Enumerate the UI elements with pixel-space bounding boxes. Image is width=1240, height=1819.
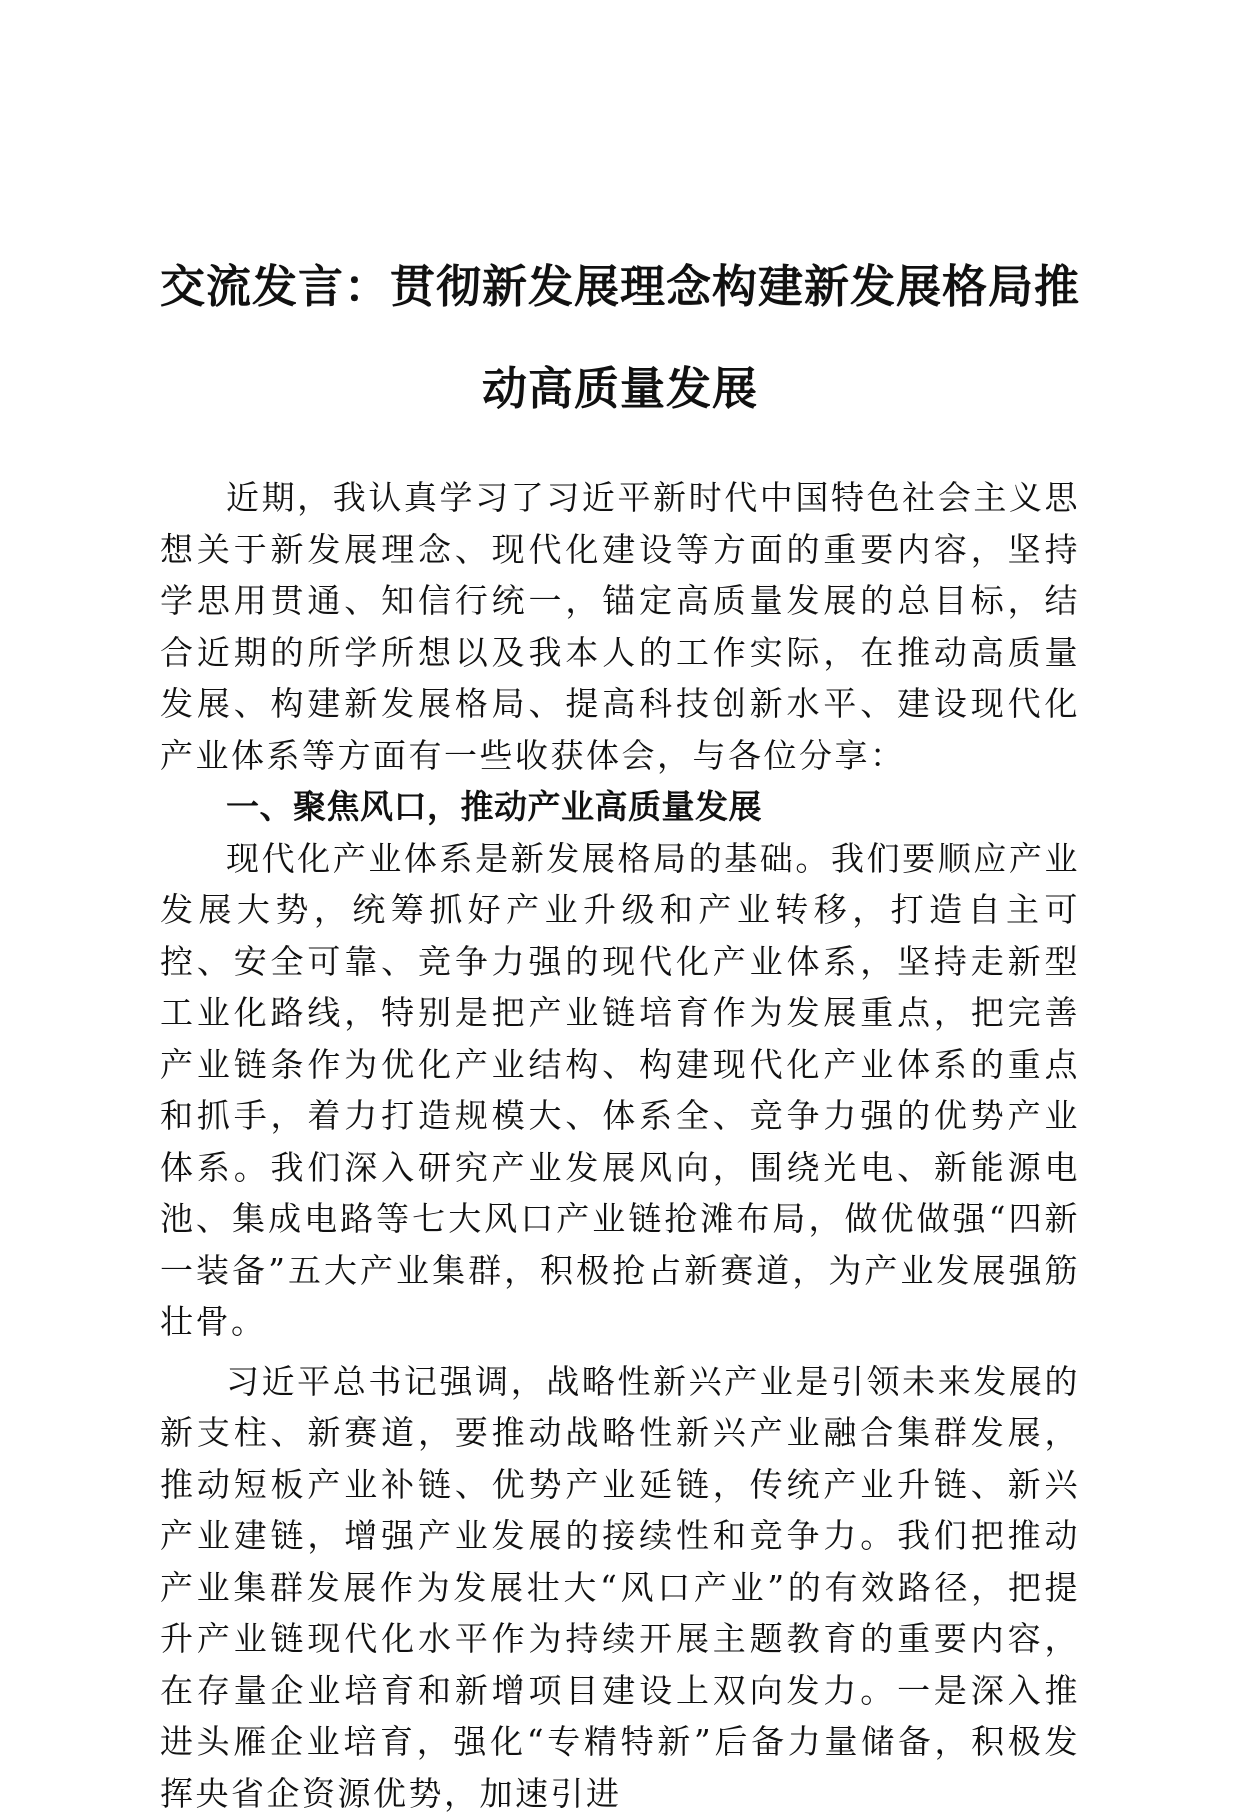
- paragraph-strategic-industries: 习近平总书记强调，战略性新兴产业是引领未来发展的新支柱、新赛道，要推动战略性新兴产业融合集群发展，推动短板产业补链、优势产业延链，传统产业升链、新兴产业建链，增强产业发展的接续性和竞争力。我们把推动产业集群发展作为发展壮大“风口产业”的有效路径，把提升产业链现代化水平作为持续开展主题教育的重要内容，在存量企业培育和新增项目建设上双向发力。一是深入推进头雁企业培育，强化“专精特新”后备力量储备，积极发挥央省企资源优势，加速引进: [160, 1356, 1080, 1819]
- section-heading: 一、聚焦风口，推动产业高质量发展: [160, 781, 1080, 833]
- paragraph-industry-system: 现代化产业体系是新发展格局的基础。我们要顺应产业发展大势，统筹抓好产业升级和产业转移，打造自主可控、安全可靠、竞争力强的现代化产业体系，坚持走新型工业化路线，特别是把产业链培育作为发展重点，把完善产业链条作为优化产业结构、构建现代化产业体系的重点和抓手，着力打造规模大、体系全、竞争力强的优势产业体系。我们深入研究产业发展风向，围绕光电、新能源电池、集成电路等七大风口产业链抢滩布局，做优做强“四新一装备”五大产业集群，积极抢占新赛道，为产业发展强筋壮骨。: [160, 833, 1080, 1348]
- paragraph-intro: 近期，我认真学习了习近平新时代中国特色社会主义思想关于新发展理念、现代化建设等方面的重要内容，坚持学思用贯通、知信行统一，锚定高质量发展的总目标，结合近期的所学所想以及我本人的工作实际，在推动高质量发展、构建新发展格局、提高科技创新水平、建设现代化产业体系等方面有一些收获体会，与各位分享：: [160, 472, 1080, 781]
- document-title: 交流发言：贯彻新发展理念构建新发展格局推动高质量发展: [160, 236, 1080, 440]
- document-body: [160, 472, 1080, 1819]
- document-page: [160, 0, 1080, 1754]
